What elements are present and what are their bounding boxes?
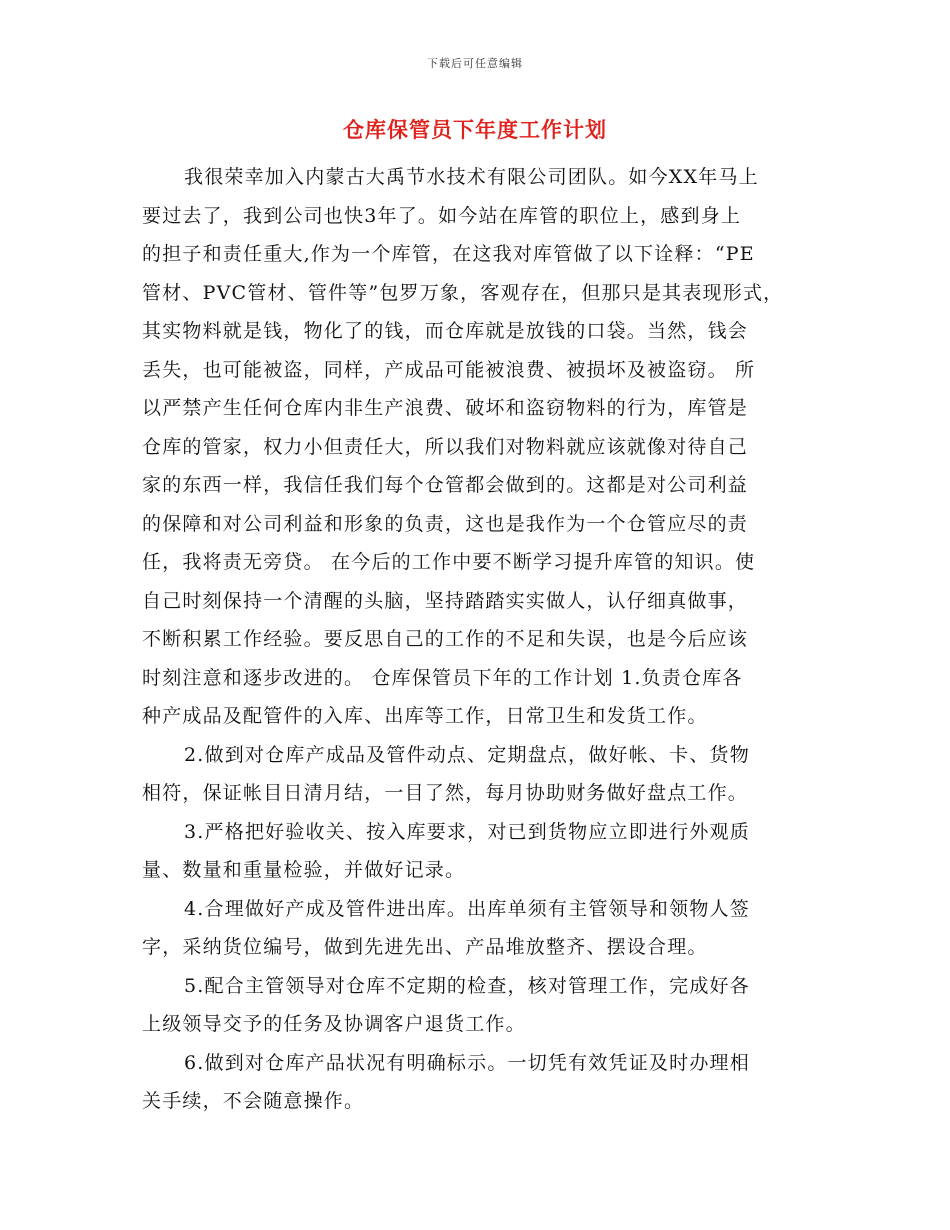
body-text-line: 6.做到对仓库产品状况有明确标示。一切凭有效凭证及时办理相 [184, 1051, 750, 1074]
body-text-line: 要过去了，我到公司也快3年了。如今站在库管的职位上，感到身上 [142, 204, 742, 227]
body-text-line: 的保障和对公司利益和形象的负责，这也是我作为一个仓管应尽的责 [142, 512, 749, 535]
body-text-line: 4.合理做好产成及管件进出库。出库单须有主管领导和领物人签 [184, 897, 750, 920]
body-text-line: 其实物料就是钱，物化了的钱，而仓库就是放钱的口袋。当然，钱会 [142, 320, 749, 342]
body-text-line: 以严禁产生任何仓库内非生产浪费、破坏和盗窃物料的行为，库管是 [142, 397, 749, 419]
body-text-line: 时刻注意和逐步改进的。 仓库保管员下年的工作计划 1.负责仓库各 [142, 666, 743, 689]
body-text-line: 管材、PVC管材、管件等”包罗万象，客观存在，但那只是其表现形式， [142, 281, 784, 304]
body-text-line: 丢失，也可能被盗，同样，产成品可能被浪费、被损坏及被盗窃。 所 [142, 358, 756, 381]
document-body [142, 158, 812, 1121]
page-header: 下载后可任意编辑 [427, 57, 523, 70]
body-text-line: 相符，保证帐目日清月结，一目了然，每月协助财务做好盘点工作。 [142, 782, 749, 804]
body-text-line: 的担子和责任重大,作为一个库管，在这我对库管做了以下诠释：“PE [142, 243, 755, 265]
body-text-line: 种产成品及配管件的入库、出库等工作，日常卫生和发货工作。 [142, 705, 708, 727]
body-text-line: 字，采纳货位编号，做到先进先出、产品堆放整齐、摆设合理。 [142, 936, 708, 958]
body-text-line: 任，我将责无旁贷。 在今后的工作中要不断学习提升库管的知识。使 [142, 551, 756, 573]
document-title: 仓库保管员下年度工作计划 [343, 117, 607, 142]
body-text-line: 5.配合主管领导对仓库不定期的检查，核对管理工作，完成好各 [184, 974, 750, 997]
body-text-line: 家的东西一样，我信任我们每个仓管都会做到的。这都是对公司利益 [142, 474, 749, 496]
body-text-line: 3.严格把好验收关、按入库要求，对已到货物应立即进行外观质 [184, 820, 750, 843]
body-text-line: 上级领导交予的任务及协调客户退货工作。 [142, 1013, 526, 1035]
body-text-line: 仓库的管家，权力小但责任大，所以我们对物料就应该就像对待自己 [142, 435, 749, 458]
body-text-line: 不断积累工作经验。要反思自己的工作的不足和失误，也是今后应该 [142, 628, 749, 650]
body-text-line: 自己时刻保持一个清醒的头脑，坚持踏踏实实做人，认仔细真做事， [142, 589, 749, 612]
body-text-line: 我很荣幸加入内蒙古大禹节水技术有限公司团队。如今XX年马上 [184, 166, 759, 188]
body-text-line: 关手续，不会随意操作。 [142, 1090, 365, 1112]
body-text-line: 2.做到对仓库产成品及管件动点、定期盘点，做好帐、卡、货物 [184, 743, 750, 766]
body-text-line: 量、数量和重量检验，并做好记录。 [142, 859, 466, 881]
